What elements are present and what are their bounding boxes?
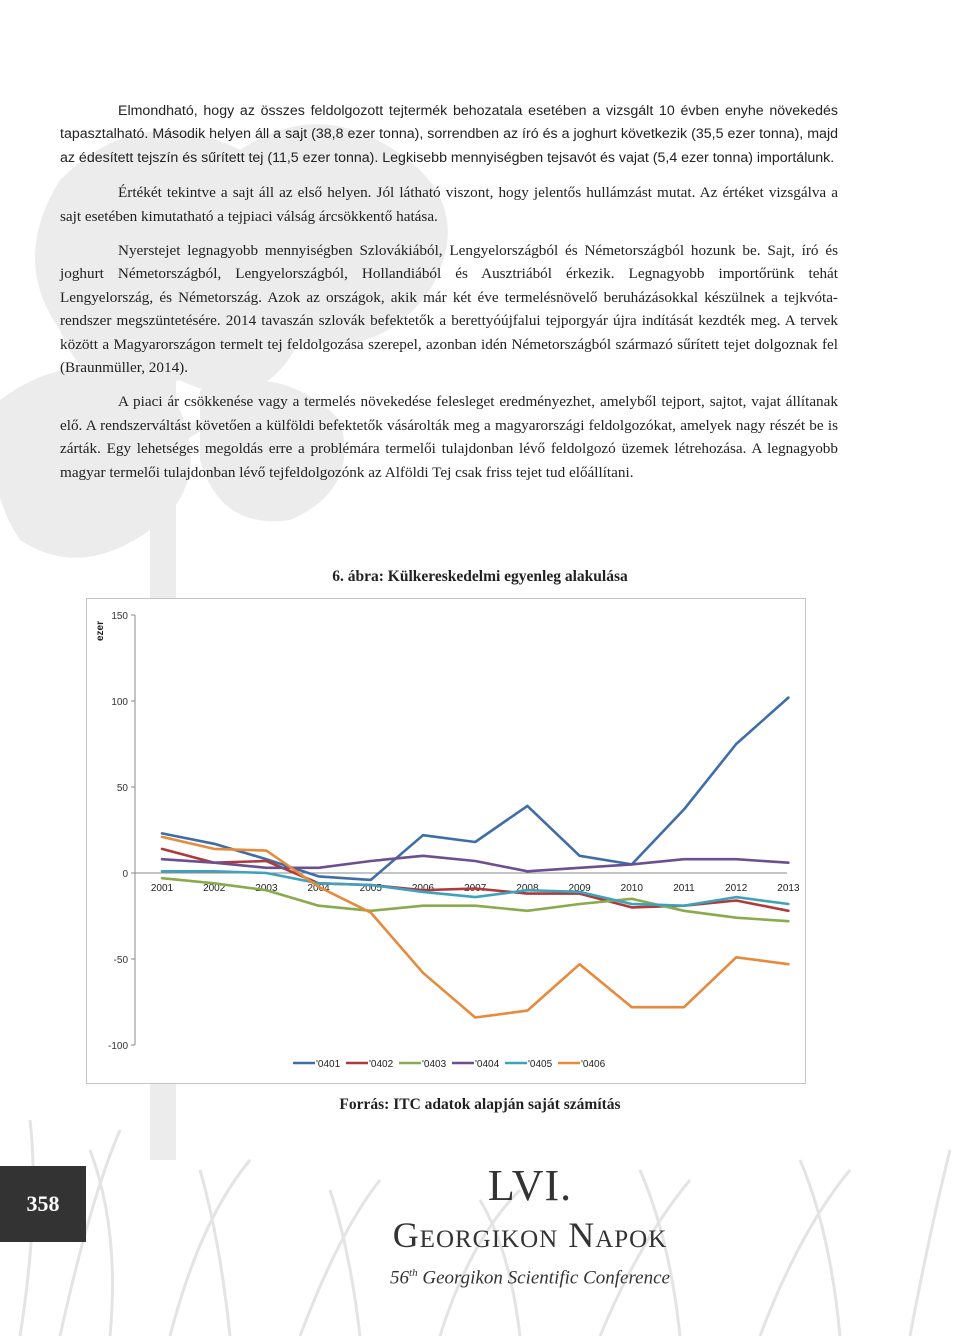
x-tick-label: 2012 [725, 883, 748, 894]
series-line-0406 [162, 837, 788, 1018]
legend-label: '0401 [316, 1059, 341, 1070]
conference-subtitle-text: Georgikon Scientific Conference [417, 1267, 670, 1289]
y-tick-label: 100 [111, 697, 128, 708]
figure-source: Forrás: ITC adatok alapján saját számítás [339, 1096, 621, 1113]
line-chart [87, 599, 805, 1083]
x-tick-label: 2011 [673, 883, 695, 894]
legend-label: '0405 [528, 1059, 553, 1070]
x-tick-label: 2002 [203, 883, 226, 894]
legend-label: '0402 [369, 1059, 394, 1070]
legend-label: '0406 [581, 1059, 606, 1070]
paragraph-2: Értékét tekintve a sajt áll az első helyen. Jól látható viszont, hogy jelentős hullámzást mutat. Az értéket vizsgálva a sajt esetében kimutatható a tejpiaci válság árcsökkentő hatása. [60, 184, 838, 225]
paragraph-4: A piaci ár csökkenése vagy a termelés növekedése felesleget eredményezhet, amelyből tejport, sajtot, vajat állítanak elő. A rendszerváltást követően a külföldi befektetők vásárolták meg a magyarországi feldolgozókat, amelyek nagy részét be is zárták. Egy lehetséges megoldás erre a problémára termelői tulajdonban lévő feldolgozó üzemek létrehozása. A legnagyobb magyar termelői tulajdonban lévő tejfeldolgozónk az Alföldi Tej csak friss tejet tud előállítani. [60, 393, 838, 481]
y-axis-label: ezer [95, 621, 106, 642]
x-tick-label: 2009 [568, 883, 591, 894]
x-tick-label: 2006 [411, 883, 435, 894]
x-tick-label: 2003 [255, 883, 278, 894]
legend-label: '0404 [475, 1059, 500, 1070]
x-tick-label: 2008 [516, 883, 539, 894]
chart-container [86, 598, 806, 1084]
series-line-0401 [162, 698, 788, 880]
conference-ordinal-suffix: th [409, 1267, 418, 1279]
y-tick-label: 50 [116, 783, 128, 794]
paragraph-3: Nyerstejet legnagyobb mennyiségben Szlovákiából, Lengyelországból és Németországból hozunk be. Sajt, író és joghurt Németországból, Lengyelországból, Hollandiából és Ausztriából érkezik. Legnagyobb importőrünk tehát Lengyelország, és Németország. Azok az országok, akik már két éve termelésnövelő beruházásokkal készülnek a tejkvóta-rendszer megszüntetésére. 2014 tavaszán szlovák befektetők a berettyóújfalui tejporgyár újra indítását kezdték meg. A tervek között a Magyarországon termelt tej feldolgozása szerepel, azonban idén Németországból származó sűrített tejet dolgoznak fel (Braunmüller, 2014). [60, 242, 838, 377]
x-tick-label: 2010 [620, 883, 643, 894]
page-number: 358 [0, 1166, 86, 1242]
conference-ordinal: 56 [390, 1267, 410, 1289]
conference-footer [270, 1160, 790, 1293]
x-tick-label: 2005 [359, 883, 382, 894]
body-text [60, 100, 838, 495]
conference-subtitle [270, 1258, 790, 1293]
y-tick-label: -100 [107, 1041, 128, 1052]
x-tick-label: 2004 [307, 883, 330, 894]
y-tick-label: 0 [122, 869, 128, 880]
x-tick-label: 2013 [777, 883, 800, 894]
legend-label: '0403 [422, 1059, 447, 1070]
y-tick-label: 150 [111, 611, 128, 622]
conference-name: Georgikon Napok [392, 1215, 668, 1255]
paragraph-1: Elmondható, hogy az összes feldolgozott tejtermék behozatala esetében a vizsgált 10 évben enyhe növekedés tapasztalható. Második helyen áll a sajt (38,8 ezer tonna), sorrendben az író és a joghurt következik (35,5 ezer tonna), majd az édesített tejszín és sűrített tej (11,5 ezer tonna). Legkisebb mennyiségben tejsavót és vajat (5,4 ezer tonna) importálunk. [60, 103, 838, 166]
figure-title: 6. ábra: Külkereskedelmi egyenleg alakulása [332, 568, 628, 585]
conference-number: LVI. [487, 1161, 573, 1210]
series-line-0404 [162, 856, 788, 872]
y-tick-label: -50 [113, 955, 128, 966]
x-tick-label: 2007 [464, 883, 487, 894]
x-tick-label: 2001 [150, 883, 174, 894]
